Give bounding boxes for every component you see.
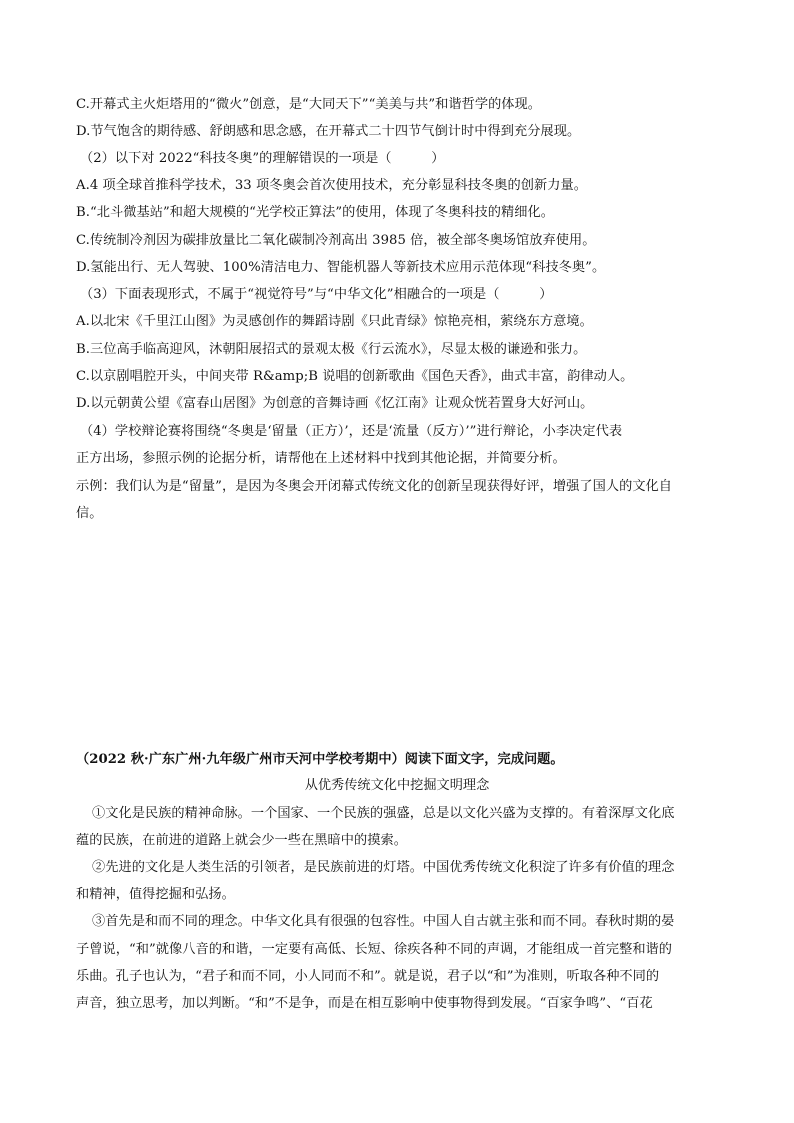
paragraph3-line3: 乐曲。孔子也认为，“君子和而不同，小人同而不和”。就是说，君子以“和”为准则，听取各种不同的 <box>76 969 660 984</box>
question2-option-d: D.氢能出行、无人驾驶、100%清洁电力、智能机器人等新技术应用示范体现“科技冬奥”。 <box>76 260 606 275</box>
question3-stem: （3）下面表现形式，不属于“视觉符号”与“中华文化”相融合的一项是（ ） <box>80 287 553 302</box>
paragraph2-line1: ②先进的文化是人类生活的引领者，是民族前进的灯塔。中国优秀传统文化积淀了许多有价值的理念 <box>92 860 675 875</box>
question2-option-b: B.“北斗微基站”和超大规模的“光学校正算法”的使用，体现了冬奥科技的精细化。 <box>76 205 554 220</box>
question4-example-line1: 示例：我们认为是“留量”，是因为冬奥会开闭幕式传统文化的创新呈现获得好评，增强了国人的文化自 <box>76 479 673 494</box>
question2-option-c: C.传统制冷剂因为碳排放量比二氧化碳制冷剂高出 3985 倍，被全部冬奥场馆放弃使用。 <box>76 233 596 248</box>
paragraph1-line1: ①文化是民族的精神命脉。一个国家、一个民族的强盛，总是以文化兴盛为支撑的。有着深厚文化底 <box>92 806 675 821</box>
paragraph3-line1: ③首先是和而不同的理念。中华文化具有很强的包容性。中国人自古就主张和而不同。春秋时期的晏 <box>92 914 675 929</box>
reading-title: 从优秀传统文化中挖掘文明理念 <box>304 778 490 793</box>
paragraph3-line2: 子曾说，“和”就像八音的和谐，一定要有高低、长短、徐疾各种不同的声调，才能组成一首完整和谐的 <box>76 942 673 957</box>
question3-option-b: B.三位高手临高迎风，沐朝阳展招式的景观太极《行云流水》，尽显太极的谦逊和张力。 <box>76 342 587 357</box>
question4-line2: 正方出场，参照示例的论据分析，请帮他在上述材料中找到其他论据，并简要分析。 <box>76 451 566 466</box>
option-d-question1: D.节气饱含的期待感、舒朗感和思念感，在开幕式二十四节气倒计时中得到充分展现。 <box>76 124 581 139</box>
option-c-question1: C.开幕式主火炬塔用的“微火”创意，是“大同天下”“美美与共”和谐哲学的体现。 <box>76 97 542 112</box>
question2-option-a: A.4 项全球首推科学技术，33 项冬奥会首次使用技术，充分彰显科技冬奥的创新力量。 <box>76 178 587 193</box>
question4-example-line2: 信。 <box>76 506 103 521</box>
question2-stem: （2）以下对 2022“科技冬奥”的理解错误的一项是（ ） <box>80 151 445 166</box>
paragraph3-line4: 声音，独立思考，加以判断。“和”不是争，而是在相互影响中使事物得到发展。“百家争鸣”、“百花 <box>76 996 653 1011</box>
question3-option-c: C.以京剧唱腔开头，中间夹带 R&amp;B 说唱的创新歌曲《国色天香》，曲式丰富，韵律动人。 <box>76 369 634 384</box>
question4-line1: （4）学校辩论赛将围绕“冬奥是‘留量（正方）’，还是‘流量（反方）’”进行辩论，小李决定代表 <box>80 424 623 439</box>
paragraph1-line2: 蕴的民族，在前进的道路上就会少一些在黑暗中的摸索。 <box>76 833 407 848</box>
reading-source: （2022 秋·广东广州·九年级广州市天河中学校考期中）阅读下面文字，完成问题。 <box>76 752 564 767</box>
paragraph2-line2: 和精神，值得挖掘和弘扬。 <box>76 887 235 902</box>
question3-option-d: D.以元朝黄公望《富春山居图》为创意的音舞诗画《忆江南》让观众恍若置身大好河山。 <box>76 396 594 411</box>
question3-option-a: A.以北宋《千里江山图》为灵感创作的舞蹈诗剧《只此青绿》惊艳亮相，萦绕东方意境。 <box>76 314 593 329</box>
